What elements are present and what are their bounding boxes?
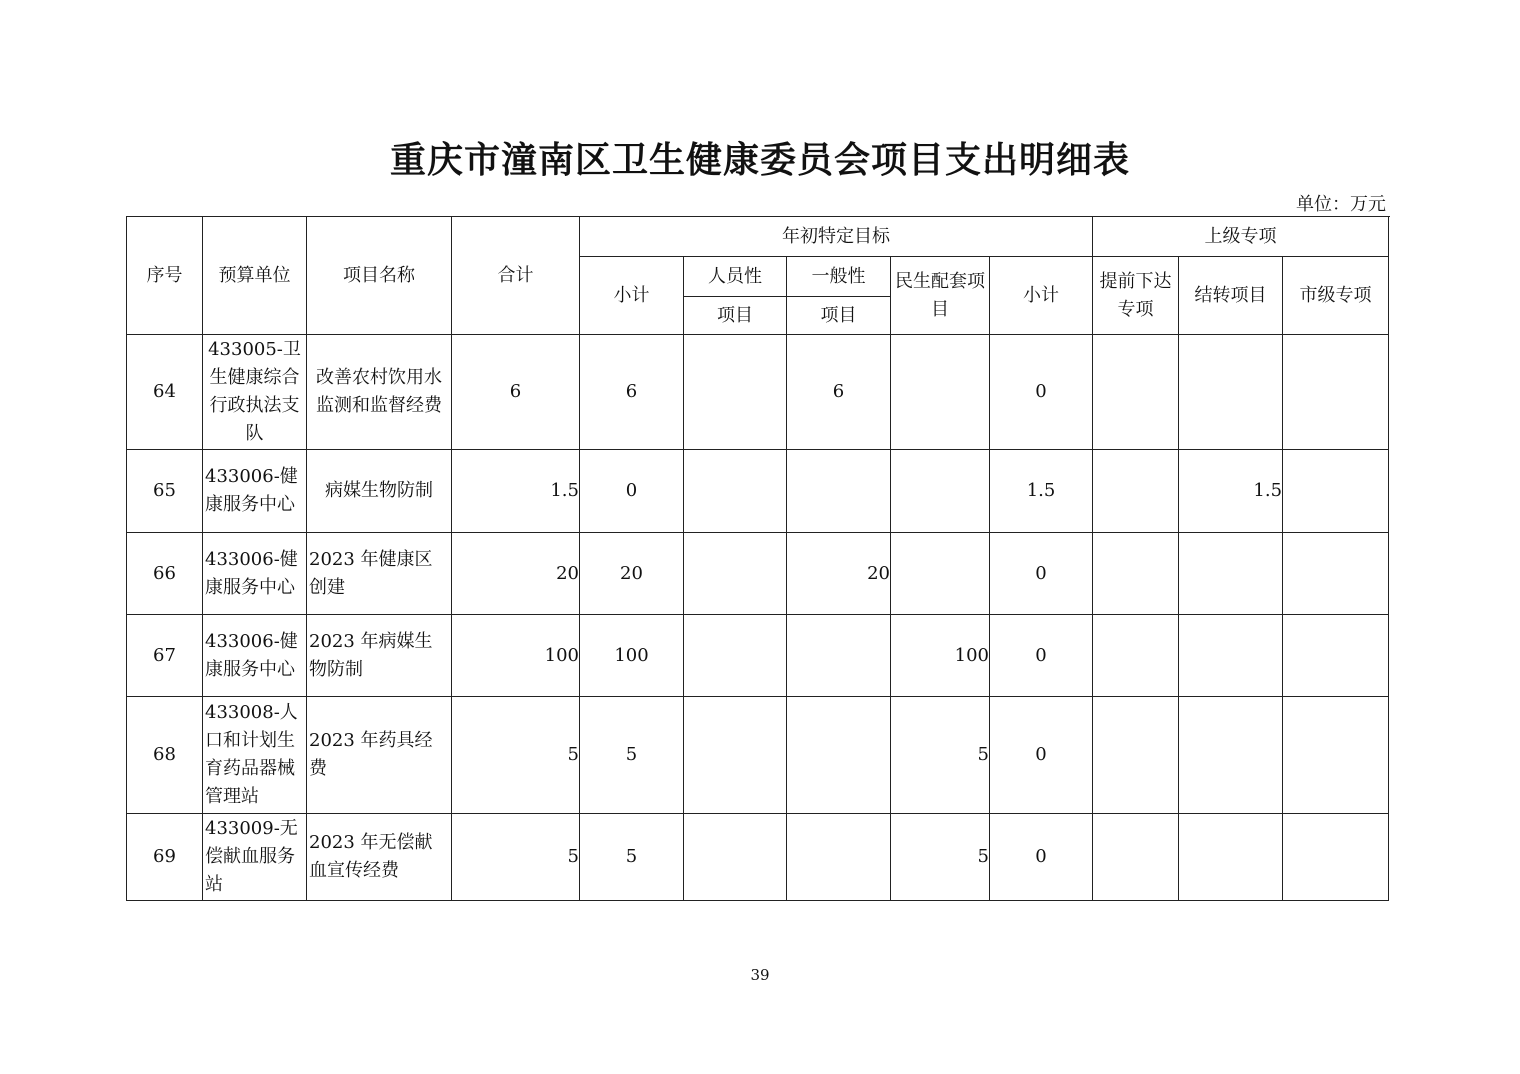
- cell-unit: 433008-人口和计划生育药品器械管理站: [203, 697, 307, 814]
- cell-city: [1283, 450, 1389, 533]
- cell-livelihood: [891, 533, 990, 615]
- header-seq: 序号: [127, 217, 203, 335]
- cell-carryover: [1179, 814, 1283, 901]
- cell-seq: 64: [127, 335, 203, 450]
- cell-seq: 69: [127, 814, 203, 901]
- cell-carryover: [1179, 697, 1283, 814]
- cell-superior-subtotal: 0: [990, 814, 1093, 901]
- cell-personnel: [684, 697, 787, 814]
- cell-carryover: [1179, 615, 1283, 697]
- cell-advance: [1093, 615, 1179, 697]
- cell-name: 2023 年病媒生物防制: [307, 615, 452, 697]
- cell-annual-subtotal: 20: [580, 533, 684, 615]
- table-row: [127, 814, 1389, 901]
- table-row: [127, 615, 1389, 697]
- header-annual-subtotal: 小计: [580, 257, 684, 335]
- cell-general: 6: [787, 335, 891, 450]
- table-row: [127, 335, 1389, 450]
- cell-city: [1283, 335, 1389, 450]
- page-number: 39: [750, 966, 770, 984]
- cell-general: [787, 697, 891, 814]
- cell-name: 2023 年药具经费: [307, 697, 452, 814]
- cell-superior-subtotal: 0: [990, 533, 1093, 615]
- cell-personnel: [684, 335, 787, 450]
- cell-personnel: [684, 814, 787, 901]
- cell-advance: [1093, 450, 1179, 533]
- cell-livelihood: 5: [891, 814, 990, 901]
- cell-advance: [1093, 335, 1179, 450]
- unit-label: 单位：万元: [1296, 194, 1386, 215]
- cell-general: [787, 814, 891, 901]
- header-general-bottom: 项目: [787, 297, 891, 335]
- cell-seq: 68: [127, 697, 203, 814]
- header-personnel-top: 人员性: [684, 257, 787, 297]
- cell-personnel: [684, 533, 787, 615]
- cell-annual-subtotal: 5: [580, 697, 684, 814]
- cell-superior-subtotal: 0: [990, 697, 1093, 814]
- cell-annual-subtotal: 6: [580, 335, 684, 450]
- cell-superior-subtotal: 1.5: [990, 450, 1093, 533]
- table-row: [127, 697, 1389, 814]
- cell-name: 改善农村饮用水监测和监督经费: [307, 335, 452, 450]
- cell-seq: 65: [127, 450, 203, 533]
- cell-annual-subtotal: 0: [580, 450, 684, 533]
- header-livelihood: 民生配套项目: [891, 257, 990, 335]
- cell-city: [1283, 533, 1389, 615]
- cell-unit: 433009-无偿献血服务站: [203, 814, 307, 901]
- table-row: [127, 533, 1389, 615]
- cell-advance: [1093, 697, 1179, 814]
- cell-livelihood: [891, 335, 990, 450]
- cell-city: [1283, 615, 1389, 697]
- cell-livelihood: 5: [891, 697, 990, 814]
- project-expenditure-table: [126, 216, 1389, 901]
- cell-name: 2023 年无偿献血宣传经费: [307, 814, 452, 901]
- header-project-name: 项目名称: [307, 217, 452, 335]
- header-city: 市级专项: [1283, 257, 1389, 335]
- cell-seq: 67: [127, 615, 203, 697]
- cell-unit: 433006-健康服务中心: [203, 450, 307, 533]
- cell-carryover: 1.5: [1179, 450, 1283, 533]
- header-personnel-bottom: 项目: [684, 297, 787, 335]
- cell-general: [787, 450, 891, 533]
- cell-total: 1.5: [452, 450, 580, 533]
- header-total: 合计: [452, 217, 580, 335]
- cell-total: 5: [452, 697, 580, 814]
- cell-city: [1283, 814, 1389, 901]
- cell-unit: 433005-卫生健康综合行政执法支队: [203, 335, 307, 450]
- cell-total: 5: [452, 814, 580, 901]
- header-annual-group: 年初特定目标: [580, 217, 1093, 257]
- cell-livelihood: 100: [891, 615, 990, 697]
- cell-advance: [1093, 533, 1179, 615]
- header-superior-group: 上级专项: [1093, 217, 1389, 257]
- cell-superior-subtotal: 0: [990, 335, 1093, 450]
- header-carryover: 结转项目: [1179, 257, 1283, 335]
- cell-name: 病媒生物防制: [307, 450, 452, 533]
- cell-advance: [1093, 814, 1179, 901]
- cell-general: [787, 615, 891, 697]
- cell-superior-subtotal: 0: [990, 615, 1093, 697]
- cell-carryover: [1179, 335, 1283, 450]
- cell-personnel: [684, 450, 787, 533]
- cell-annual-subtotal: 5: [580, 814, 684, 901]
- page-title: 重庆市潼南区卫生健康委员会项目支出明细表: [389, 139, 1130, 181]
- cell-total: 100: [452, 615, 580, 697]
- cell-name: 2023 年健康区创建: [307, 533, 452, 615]
- cell-unit: 433006-健康服务中心: [203, 615, 307, 697]
- cell-unit: 433006-健康服务中心: [203, 533, 307, 615]
- header-budget-unit: 预算单位: [203, 217, 307, 335]
- cell-city: [1283, 697, 1389, 814]
- cell-seq: 66: [127, 533, 203, 615]
- table-row: [127, 450, 1389, 533]
- cell-livelihood: [891, 450, 990, 533]
- header-superior-subtotal: 小计: [990, 257, 1093, 335]
- cell-carryover: [1179, 533, 1283, 615]
- cell-general: 20: [787, 533, 891, 615]
- cell-total: 6: [452, 335, 580, 450]
- header-general-top: 一般性: [787, 257, 891, 297]
- header-advance: 提前下达专项: [1093, 257, 1179, 335]
- cell-personnel: [684, 615, 787, 697]
- cell-annual-subtotal: 100: [580, 615, 684, 697]
- cell-total: 20: [452, 533, 580, 615]
